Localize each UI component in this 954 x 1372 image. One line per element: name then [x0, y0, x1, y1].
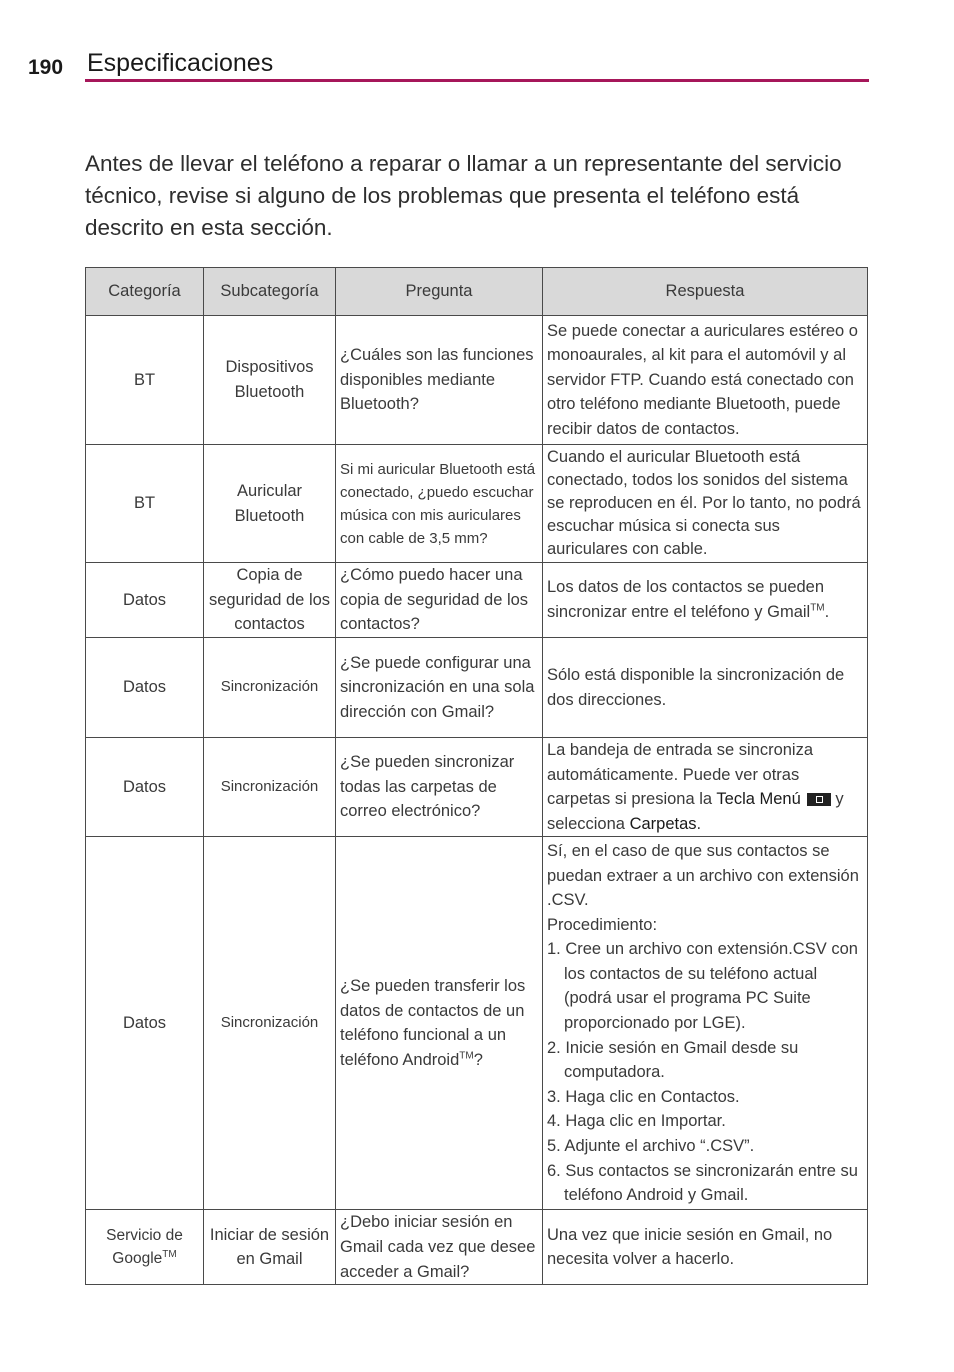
category-cell: Datos [86, 563, 204, 638]
menu-key-icon [807, 793, 831, 806]
table-header-row [86, 268, 868, 316]
header-question: Pregunta [336, 268, 543, 316]
list-item: 4. Haga clic en Importar. [547, 1112, 726, 1131]
subcategory-cell: Sincronización [204, 738, 336, 837]
category-cell: Datos [86, 638, 204, 738]
folders-option-label: Carpetas [629, 814, 697, 833]
trademark-sup: TM [459, 1050, 474, 1062]
answer-text-2: y selecciona [547, 790, 844, 833]
category-cell: BT [86, 445, 204, 563]
subcategory-cell: Auricular Bluetooth [204, 445, 336, 563]
answer-text: Los datos de los contactos se pueden sincronizar entre el teléfono y Gmail [547, 578, 825, 621]
subcategory-cell: Sincronización [204, 638, 336, 738]
question-cell: ¿Cuáles son las funciones disponibles mediante Bluetooth? [336, 316, 543, 445]
page-number: 190 [28, 56, 64, 79]
question-end: ? [473, 1050, 483, 1069]
table-row [86, 445, 868, 563]
subcategory-cell: Sincronización [204, 837, 336, 1210]
answer-cell: Cuando el auricular Bluetooth está conectado, todos los sonidos del sistema se reproducen en él. Por lo tanto, no podrá escuchar música si conecta sus auriculares con cable. [543, 445, 868, 563]
question-cell: ¿Se puede configurar una sincronización en una sola dirección con Gmail? [336, 638, 543, 738]
trademark-sup: TM [810, 602, 825, 614]
answer-cell: Sólo está disponible la sincronización de dos direcciones. [543, 638, 868, 738]
troubleshooting-table [85, 267, 868, 1285]
category-text: Servicio de Google [106, 1227, 183, 1268]
table-row [86, 563, 868, 638]
answer-cell: Una vez que inicie sesión en Gmail, no necesita volver a hacerlo. [543, 1210, 868, 1285]
subcategory-cell: Dispositivos Bluetooth [204, 316, 336, 445]
list-item: 1. Cree un archivo con extensión.CSV con los contactos de su teléfono actual (podrá usar el programa PC Suite proporcionado por LGE). [547, 940, 858, 1033]
category-cell: Datos [86, 837, 204, 1210]
procedure-label: Procedimiento: [547, 915, 658, 934]
category-cell: Datos [86, 738, 204, 837]
table-row [86, 316, 868, 445]
list-item: 2. Inicie sesión en Gmail desde su computadora. [547, 1038, 799, 1082]
answer-end: . [824, 603, 830, 621]
answer-cell [543, 738, 868, 837]
question-cell: ¿Se pueden sincronizar todas las carpetas de correo electrónico? [336, 738, 543, 837]
question-text: ¿Se pueden transferir los datos de contactos de un teléfono funcional a un teléfono Android [340, 977, 526, 1069]
question-cell: ¿Cómo puedo hacer una copia de seguridad de los contactos? [336, 563, 543, 638]
header-category: Categoría [86, 268, 204, 316]
section-title: Especificaciones [87, 49, 274, 77]
answer-end: . [696, 814, 702, 833]
answer-text: La bandeja de entrada se sincroniza automáticamente. Puede ver otras carpetas si presiona la [547, 741, 814, 809]
answer-cell [543, 837, 868, 1210]
table-row [86, 638, 868, 738]
subcategory-cell: Iniciar de sesión en Gmail [204, 1210, 336, 1285]
answer-intro: Sí, en el caso de que sus contactos se puedan extraer a un archivo con extensión .CSV. [547, 841, 859, 910]
intro-paragraph: Antes de llevar el teléfono a reparar o llamar a un representante del servicio técnico, revise si alguno de los problemas que presenta el teléfono está descrito en esta sección. [85, 151, 842, 240]
list-item: 6. Sus contactos se sincronizarán entre su teléfono Android y Gmail. [547, 1161, 858, 1205]
trademark-sup: TM [162, 1249, 177, 1261]
category-cell: BT [86, 316, 204, 445]
header-divider [85, 79, 869, 82]
table-row [86, 738, 868, 837]
subcategory-cell: Copia de seguridad de los contactos [204, 563, 336, 638]
header-answer: Respuesta [543, 268, 868, 316]
list-item: 5. Adjunte el archivo “.CSV”. [547, 1137, 755, 1156]
question-cell: ¿Debo iniciar sesión en Gmail cada vez que desee acceder a Gmail? [336, 1210, 543, 1285]
answer-cell [543, 563, 868, 638]
header-subcategory: Subcategoría [204, 268, 336, 316]
category-cell [86, 1210, 204, 1285]
menu-key-label: Tecla Menú [716, 790, 801, 809]
question-cell [336, 837, 543, 1210]
table-row [86, 837, 868, 1210]
table-row [86, 1210, 868, 1285]
list-item: 3. Haga clic en Contactos. [547, 1087, 740, 1106]
procedure-steps [547, 937, 863, 1208]
question-cell: Si mi auricular Bluetooth está conectado, ¿puedo escuchar música con mis auriculares con cable de 3,5 mm? [336, 445, 543, 563]
answer-cell: Se puede conectar a auriculares estéreo o monoaurales, al kit para el automóvil y al servidor FTP. Cuando está conectado con otro teléfono mediante Bluetooth, puede recibir datos de contactos. [543, 316, 868, 445]
